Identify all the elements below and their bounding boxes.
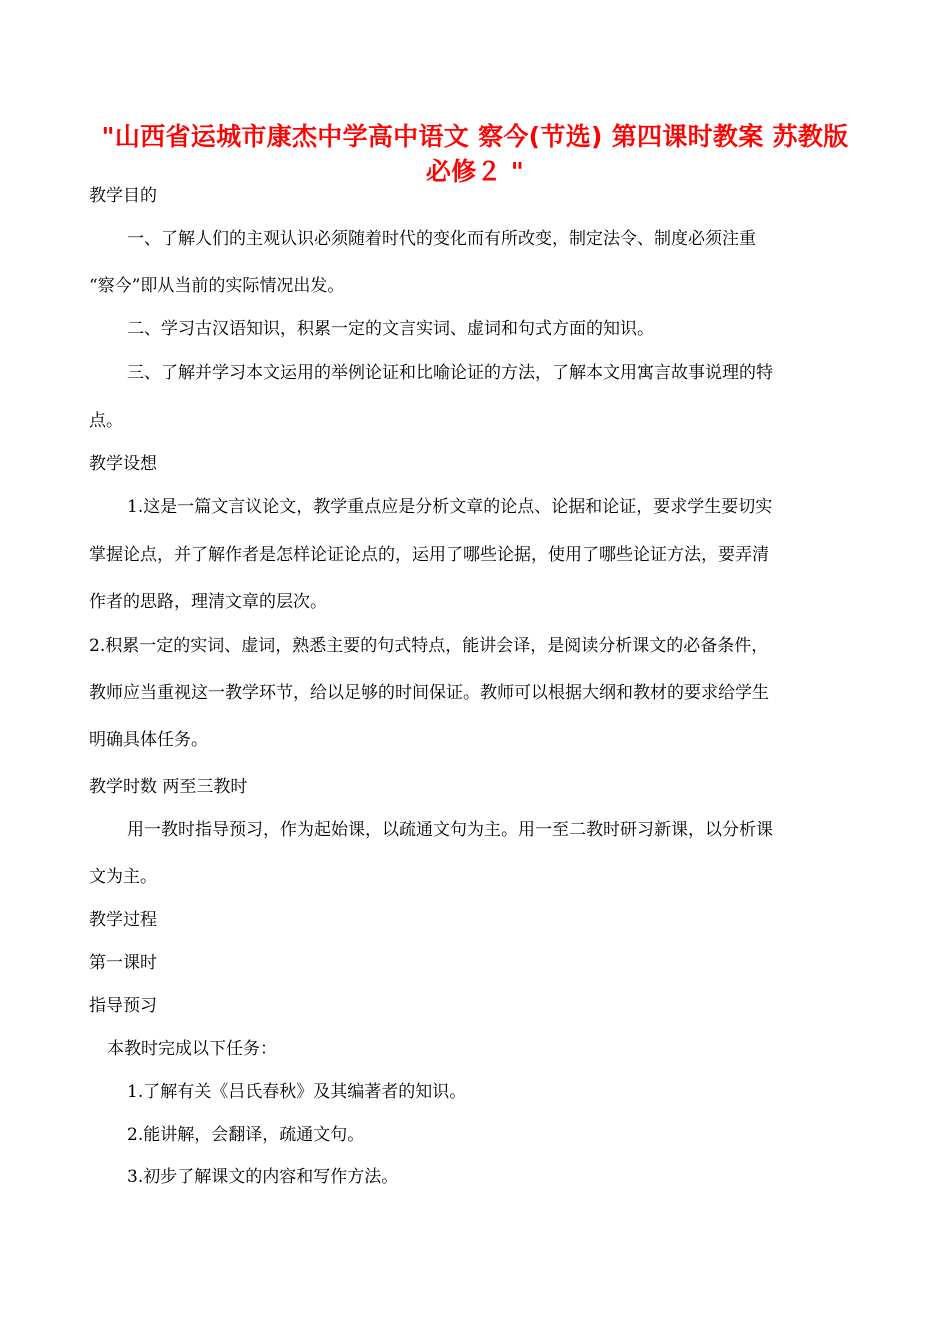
section-heading-design: 教学设想: [89, 454, 157, 474]
paragraph-line: 1.这是一篇文言议论文，教学重点应是分析文章的论点、论据和论证，要求学生要切实: [127, 497, 773, 517]
paragraph-line: 点。: [89, 411, 123, 431]
paragraph-line: 二、学习古汉语知识，积累一定的文言实词、虚词和句式方面的知识。: [127, 319, 654, 339]
paragraph-line: 一、了解人们的主观认识必须随着时代的变化而有所改变，制定法令、制度必须注重: [127, 229, 756, 249]
list-item: 1.了解有关《吕氏春秋》及其编著者的知识。: [127, 1082, 467, 1102]
section-heading-preview: 指导预习: [89, 996, 157, 1016]
paragraph-line: 教师应当重视这一教学环节，给以足够的时间保证。教师可以根据大纲和教材的要求给学生: [89, 683, 769, 703]
title-line-1: "山西省运城市康杰中学高中语文 察今(节选) 第四课时教案 苏教版: [101, 122, 849, 151]
section-heading-hours: 教学时数 两至三教时: [89, 777, 248, 797]
section-heading-process: 教学过程: [89, 910, 157, 930]
paragraph-line: 掌握论点，并了解作者是怎样论证论点的，运用了哪些论据，使用了哪些论证方法，要弄清: [89, 545, 769, 565]
section-heading-objectives: 教学目的: [89, 186, 157, 206]
paragraph-line: “察今”即从当前的实际情况出发。: [89, 276, 345, 296]
paragraph-line: 文为主。: [89, 867, 157, 887]
paragraph-line: 用一教时指导预习，作为起始课，以疏通文句为主。用一至二教时研习新课，以分析课: [127, 820, 773, 840]
title-line-2: 必修２ ": [425, 157, 525, 186]
paragraph-line: 作者的思路，理清文章的层次。: [89, 592, 327, 612]
section-heading-first-lesson: 第一课时: [89, 953, 157, 973]
document-title: [90, 119, 860, 189]
paragraph-line: 本教时完成以下任务：: [107, 1039, 277, 1059]
list-item: 3.初步了解课文的内容和写作方法。: [127, 1167, 399, 1187]
paragraph-line: 三、了解并学习本文运用的举例论证和比喻论证的方法，了解本文用寓言故事说理的特: [127, 363, 773, 383]
paragraph-line: 明确具体任务。: [89, 730, 208, 750]
list-item: 2.能讲解，会翻译，疏通文句。: [127, 1125, 365, 1145]
paragraph-line: 2.积累一定的实词、虚词，熟悉主要的句式特点，能讲会译，是阅读分析课文的必备条件，: [89, 636, 769, 656]
